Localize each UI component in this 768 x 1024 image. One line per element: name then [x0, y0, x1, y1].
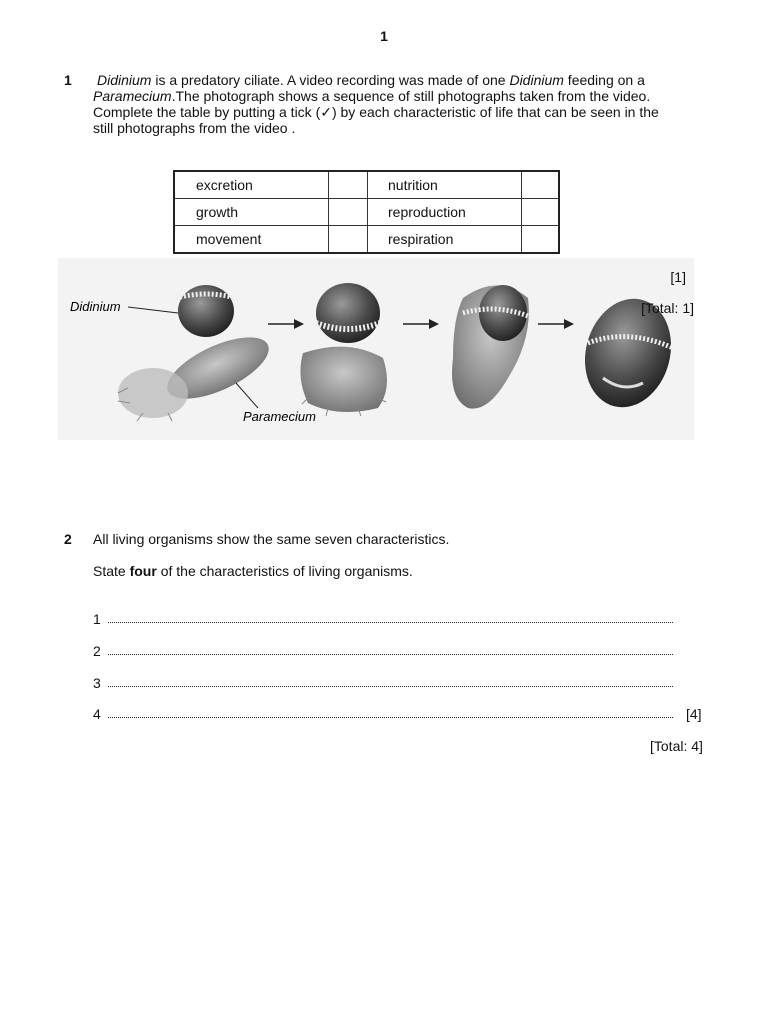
characteristics-table: [173, 170, 560, 254]
tick-box[interactable]: [329, 171, 368, 199]
didinium-term-2: Didinium: [509, 72, 564, 88]
characteristic-label: growth: [174, 199, 329, 226]
question-1-total: [Total: 1]: [641, 300, 694, 316]
q1-instruction-line: Complete the table by putting a tick (✓) by each characteristic of life that can be seen in the: [93, 104, 659, 120]
q1-text-part2: feeding on a: [563, 72, 645, 88]
question-2-marks: [4]: [686, 706, 702, 722]
tick-box[interactable]: [522, 226, 560, 254]
characteristic-label: reproduction: [368, 199, 522, 226]
q2-instruction-post: of the characteristics of living organisms.: [156, 563, 413, 579]
q1-text-part1: is a predatory ciliate. A video recording was made of one: [151, 72, 510, 88]
tick-box[interactable]: [329, 199, 368, 226]
table-row: [174, 171, 559, 199]
paramecium-label: Paramecium: [243, 409, 316, 424]
q1-text-part3: .The photograph shows a sequence of still photographs taken from the video.: [171, 88, 651, 104]
table-row: [174, 199, 559, 226]
characteristic-label: nutrition: [368, 171, 522, 199]
question-2-total: [Total: 4]: [650, 738, 703, 754]
question-2-instruction: [93, 563, 413, 579]
didinium-feeding-photo-sequence: [58, 258, 694, 440]
answer-number: 2: [93, 643, 101, 659]
characteristic-label: movement: [174, 226, 329, 254]
tick-box[interactable]: [329, 226, 368, 254]
answer-line[interactable]: [93, 675, 673, 693]
answer-number: 4: [93, 706, 101, 722]
characteristic-label: respiration: [368, 226, 522, 254]
question-1-text: [93, 72, 693, 136]
answer-line[interactable]: [93, 643, 673, 661]
page-number: 1: [380, 28, 388, 44]
question-2-number: 2: [64, 531, 72, 547]
paramecium-term: Paramecium: [93, 88, 172, 104]
answer-line[interactable]: [93, 706, 673, 724]
didinium-label: Didinium: [70, 299, 121, 314]
tick-box[interactable]: [522, 171, 560, 199]
table-row: [174, 226, 559, 254]
tick-box[interactable]: [522, 199, 560, 226]
didinium-term: Didinium: [97, 72, 152, 88]
question-2-statement: All living organisms show the same seven characteristics.: [93, 531, 450, 547]
question-1-marks: [1]: [670, 269, 686, 285]
q2-instruction-bold: four: [129, 563, 157, 579]
answer-line[interactable]: [93, 611, 673, 629]
question-1-number: 1: [64, 72, 72, 88]
q1-instruction-line-2: still photographs from the video .: [93, 120, 296, 136]
answer-number: 3: [93, 675, 101, 691]
answer-number: 1: [93, 611, 101, 627]
characteristic-label: excretion: [174, 171, 329, 199]
q2-instruction-pre: State: [93, 563, 130, 579]
